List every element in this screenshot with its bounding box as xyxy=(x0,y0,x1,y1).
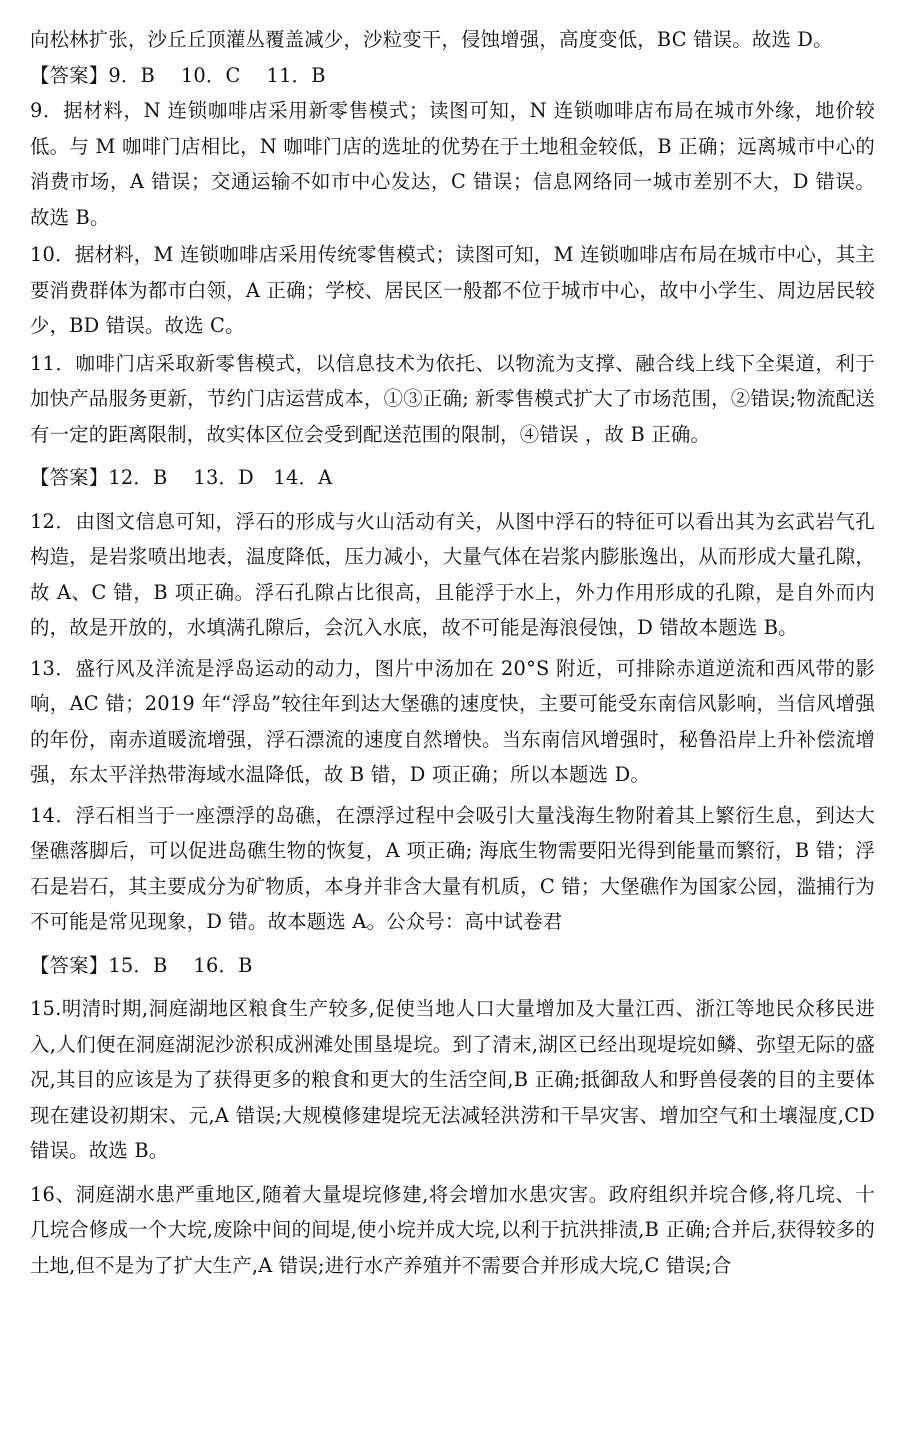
paragraph-q12: 12．由图文信息可知，浮石的形成与火山活动有关，从图中浮石的特征可以看出其为玄武岩气孔构造，是岩浆喷出地表，温度降低，压力减小，大量气体在岩浆内膨胀逸出，从而形成大量孔隙，故 A、C 错，B 项正确。浮石孔隙占比很高，且能浮于水上，外力作用形成的孔隙，是自外而内的，故是开放的，水填满孔隙后，会沉入水底，故不可能是海浪侵蚀，D 错故本题选 B。 xyxy=(30,509,875,639)
paragraph-q14: 14．浮石相当于一座漂浮的岛礁，在漂浮过程中会吸引大量浅海生物附着其上繁衍生息，到达大堡礁落脚后，可以促进岛礁生物的恢复，A 项正确; 海底生物需要阳光得到能量而繁衍，B 错；浮石是岩石，其主要成分为矿物质，本身并非含大量有机质，C 错；大堡礁作为国家公园，滥捕行为不可能是常见现象，D 错。故本题选 A。公众号：高中试卷君 xyxy=(30,803,875,933)
answer-line-9-11: 【答案】9．B 10．C 11．B xyxy=(30,63,326,87)
paragraph-q16: 16、洞庭湖水患严重地区,随着大量堤垸修建,将会增加水患灾害。政府组织并垸合修,将几垸、十几垸合修成一个大垸,废除中间的间堤,使小垸并成大垸,以利于抗洪排渍,B 正确;合并后,获得较多的土地,但不是为了扩大生产,A 错误;进行水产养殖并不需要合并形成大垸,C 错误;合 xyxy=(30,1182,875,1277)
paragraph-q8-end: 向松林扩张，沙丘丘顶灌丛覆盖减少，沙粒变干，侵蚀增强，高度变低，BC 错误。故选 D。 xyxy=(30,28,833,51)
paragraph-q10: 10．据材料，M 连锁咖啡店采用传统零售模式；读图可知，M 连锁咖啡店布局在城市中心，其主要消费群体为都市白领，A 正确；学校、居民区一般都不位于城市中心，故中小学生、周边居民较少，BD 错误。故选 C。 xyxy=(30,243,875,337)
paragraph-q13: 13．盛行风及洋流是浮岛运动的动力，图片中汤加在 20°S 附近，可排除赤道逆流和西风带的影响，AC 错；2019 年“浮岛”较往年到达大堡礁的速度快，主要可能受东南信风影响，当信风增强的年份，南赤道暖流增强，浮石漂流的速度自然增快。当东南信风增强时，秘鲁沿岸上升补偿流增强，东太平洋热带海域水温降低，故 B 错，D 项正确；所以本题选 D。 xyxy=(30,656,875,786)
document-page xyxy=(30,22,875,1283)
answer-line-15-16: 【答案】15．B 16．B xyxy=(30,953,253,977)
paragraph-q11: 11．咖啡门店采取新零售模式，以信息技术为依托、以物流为支撑、融合线上线下全渠道，利于加快产品服务更新，节约门店运营成本，①③正确; 新零售模式扩大了市场范围，②错误;物流配送有一定的距离限制，故实体区位会受到配送范围的限制，④错误 ，故 B 正确。 xyxy=(30,351,875,446)
paragraph-q15: 15.明清时期,洞庭湖地区粮食生产较多,促使当地人口大量增加及大量江西、浙江等地民众移民进入,人们便在洞庭湖泥沙淤积成洲滩处围垦堤垸。到了清末,湖区已经出现堤垸如鳞、弥望无际的盛况,其目的应该是为了获得更多的粮食和更大的生活空间,B 正确;抵御敌人和野兽侵袭的目的主要体现在建设初期宋、元,A 错误;大规模修建堤垸无法减轻洪涝和干旱灾害、增加空气和土壤湿度,CD 错误。故选 B。 xyxy=(30,997,875,1162)
paragraph-q9: 9．据材料，N 连锁咖啡店采用新零售模式；读图可知，N 连锁咖啡店布局在城市外缘，地价较低。与 M 咖啡门店相比，N 咖啡门店的选址的优势在于土地租金较低，B 正确；远离城市中心的消费市场，A 错误；交通运输不如市中心发达，C 错误；信息网络同一城市差别不大，D 错误。故选 B。 xyxy=(30,99,875,229)
answer-line-12-14: 【答案】12．B 13．D 14．A xyxy=(30,466,333,489)
